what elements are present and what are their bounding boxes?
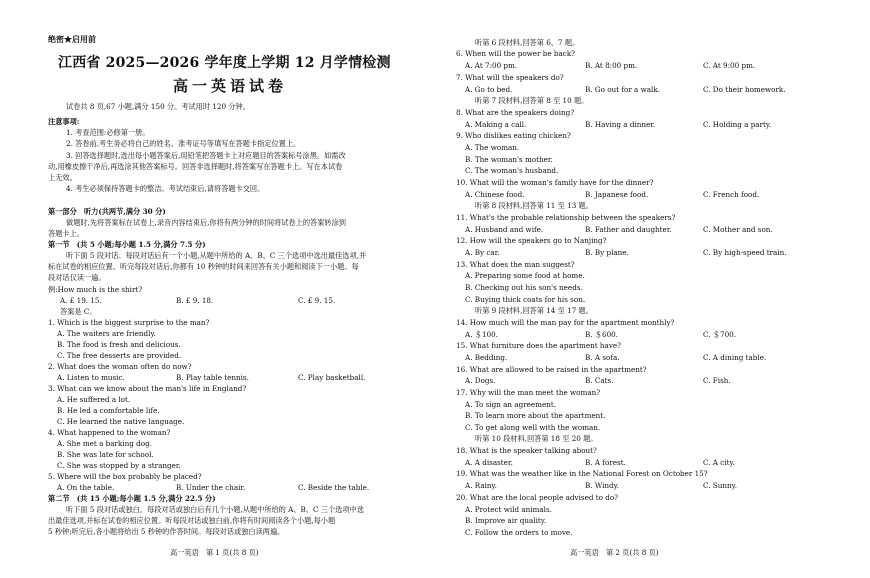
- section1-intro: 听下面 5 段对话。每段对话后有一个小题,从题中所给的 A、B、C 三个选项中选出最佳选项,并: [66, 251, 367, 260]
- option: B. He led a comfortable life.: [57, 406, 160, 415]
- option: C. French food.: [703, 190, 760, 199]
- note-line: 上无效。: [48, 173, 77, 182]
- option: C. Fish.: [703, 376, 731, 385]
- exam-meta: 试卷共 8 页,67 小题,满分 150 分。考试用时 120 分钟。: [66, 102, 250, 111]
- part1-intro: 做题时,先将答案标在试卷上,录音内容结束后,你将有两分钟的时间将试卷上的答案转涂到: [66, 218, 346, 227]
- option: B. The woman's mother.: [465, 155, 553, 164]
- dialogue-heading: 听第 7 段材料,回答第 8 至 10 题。: [475, 96, 589, 105]
- section1-heading: 第一节 (共 5 小题;每小题 1.5 分,满分 7.5 分): [48, 240, 206, 249]
- option: A. Preparing some food at home.: [465, 271, 585, 280]
- question: 7. What will the speakers do?: [456, 73, 564, 82]
- option: B. £ 9. 18.: [176, 296, 214, 305]
- question: 1. Which is the biggest surprise to the man?: [48, 318, 210, 327]
- option: B. A sofa.: [585, 353, 620, 362]
- option: C. By high-speed train.: [703, 248, 787, 257]
- option: B. Go out for a walk.: [585, 85, 660, 94]
- option: B. Improve air quality.: [465, 516, 547, 525]
- exam-page-2: [435, 0, 870, 578]
- question: 6. When will the power be back?: [456, 49, 576, 58]
- option: C. The woman's husband.: [465, 166, 559, 175]
- option: A. Making a call.: [465, 120, 527, 129]
- option: A. By car.: [465, 248, 500, 257]
- option: B. By plane.: [585, 248, 629, 257]
- section2-intro: 听下面 5 段对话或独白。每段对话或独白后有几个小题,从题中所给的 A、B、C 三个选项中选: [66, 505, 364, 514]
- option: B. Father and daughter.: [585, 225, 672, 234]
- option: A. Bedding.: [465, 353, 508, 362]
- option: C. Buying thick coats for his son.: [465, 295, 586, 304]
- option: A. Rainy.: [465, 481, 497, 490]
- option: A. Protect wild animals.: [465, 505, 552, 514]
- page-footer: 高一英语 第 2 页(共 8 页): [570, 548, 659, 557]
- exam-subtitle: 高一英语试卷: [173, 77, 288, 95]
- dialogue-heading: 听第 6 段材料,回答第 6、7 题。: [475, 38, 580, 47]
- section2-heading: 第二节 (共 15 小题;每小题 1.5 分,满分 22.5 分): [48, 494, 216, 503]
- option: C. A city.: [703, 458, 735, 467]
- question: 16. What are allowed to be raised in the apartment?: [456, 365, 647, 374]
- option: A. Listen to music.: [57, 373, 125, 382]
- dialogue-heading: 听第 10 段材料,回答第 18 至 20 题。: [475, 434, 598, 443]
- option: C. ＄700.: [703, 330, 737, 339]
- question: 12. How will the speakers go to Nanjing?: [456, 236, 607, 245]
- option: A. To sign an agreement.: [465, 400, 557, 409]
- option: C. Holding a party.: [703, 120, 772, 129]
- option: C. Play basketball.: [298, 373, 366, 382]
- example-question: 例:How much is the shirt?: [48, 285, 143, 294]
- note-line: 动,用橡皮擦干净后,再选涂其他答案标号。回答非选择题时,将答案写在答题卡上。写在本试卷: [48, 162, 343, 171]
- option: B. Cats.: [585, 376, 614, 385]
- question: 18. What is the speaker talking about?: [456, 446, 597, 455]
- question: 9. Who dislikes eating chicken?: [456, 131, 571, 140]
- option: C. Beside the table.: [298, 483, 370, 492]
- option: A. At 7:00 pm.: [465, 61, 518, 70]
- option: A. ＄100.: [465, 330, 498, 339]
- exam-title: 江西省 2025—2026 学年度上学期 12 月学情检测: [58, 55, 391, 71]
- question: 15. What furniture does the apartment have?: [456, 341, 621, 350]
- question: 10. What will the woman's family have for the dinner?: [456, 178, 654, 187]
- section1-intro: 段对话仅读一遍。: [48, 273, 106, 282]
- option: C. The free desserts are provided.: [57, 351, 182, 360]
- option: A. She met a barking dog.: [57, 439, 152, 448]
- option: C. To get along well with the woman.: [465, 423, 601, 432]
- question: 19. What was the weather like in the National Forest on October 15?: [456, 469, 708, 478]
- option: C. Do their homework.: [703, 85, 786, 94]
- option: C. Follow the orders to move.: [465, 528, 573, 537]
- option: A. On the table.: [57, 483, 115, 492]
- page-footer: 高一英语 第 1 页(共 8 页): [170, 548, 259, 557]
- notes-heading: 注意事项:: [48, 117, 80, 126]
- option: A. The waiters are friendly.: [57, 329, 156, 338]
- question: 4. What happened to the woman?: [48, 428, 171, 437]
- section2-intro: 5 秒钟;听完后,各小题将给出 5 秒钟的作答时间。每段对话或独白读两遍。: [48, 527, 285, 536]
- question: 13. What does the man suggest?: [456, 260, 575, 269]
- note-line: 1. 考查范围:必修第一册。: [66, 128, 150, 137]
- section1-intro: 标在试卷的相应位置。听完每段对话后,你都有 10 秒钟的时间来回答有关小题和阅读下一小题。每: [48, 262, 359, 271]
- option: B. At 8:00 pm.: [585, 61, 638, 70]
- note-line: 3. 回答选择题时,选出每小题答案后,用铅笔把答题卡上对应题目的答案标号涂黑。如需改: [66, 151, 346, 160]
- question: 11. What's the probable relationship between the speakers?: [456, 213, 676, 222]
- option: C. A dining table.: [703, 353, 767, 362]
- part1-heading: 第一部分 听力(共两节,满分 30 分): [48, 207, 166, 216]
- option: A. Husband and wife.: [465, 225, 544, 234]
- option: B. Under the chair.: [176, 483, 246, 492]
- option: C. Sunny.: [703, 481, 738, 490]
- option: A. The woman.: [465, 143, 520, 152]
- option: C. He learned the native language.: [57, 417, 185, 426]
- option: B. A forest.: [585, 458, 626, 467]
- option: A. Go to bed.: [465, 85, 513, 94]
- question: 5. Where will the box probably be placed?: [48, 472, 202, 481]
- option: C. £ 9. 15.: [298, 296, 336, 305]
- question: 17. Why will the man meet the woman?: [456, 388, 601, 397]
- option: B. Play table tennis.: [176, 373, 249, 382]
- question: 2. What does the woman often do now?: [48, 362, 192, 371]
- secret-label: 绝密★启用前: [48, 34, 96, 44]
- option: A. £ 19. 15.: [60, 296, 102, 305]
- dialogue-heading: 听第 9 段材料,回答第 14 至 17 题。: [475, 306, 593, 315]
- option: C. She was stopped by a stranger.: [57, 461, 181, 470]
- option: B. The food is fresh and delicious.: [57, 340, 181, 349]
- example-answer: 答案是 C。: [60, 307, 97, 316]
- option: C. Mother and son.: [703, 225, 773, 234]
- option: A. He suffered a lot.: [57, 395, 131, 404]
- note-line: 4. 考生必须保持答题卡的整洁。考试结束后,请将答题卡交回。: [66, 184, 265, 193]
- option: C. At 9:00 pm.: [703, 61, 756, 70]
- option: A. Chinese food.: [465, 190, 525, 199]
- note-line: 2. 答卷前,考生务必将自己的姓名、准考证号等填写在答题卡指定位置上。: [66, 139, 301, 148]
- option: B. She was late for school.: [57, 450, 154, 459]
- question: 8. What are the speakers doing?: [456, 108, 575, 117]
- question: 20. What are the local people advised to do?: [456, 493, 618, 502]
- option: A. A disaster.: [465, 458, 513, 467]
- option: B. ＄600.: [585, 330, 619, 339]
- option: A. Dogs.: [465, 376, 496, 385]
- option: B. Windy.: [585, 481, 620, 490]
- dialogue-heading: 听第 8 段材料,回答第 11 至 13 题。: [475, 201, 593, 210]
- option: B. Checking out his son's needs.: [465, 283, 583, 292]
- question: 3. What can we know about the man's life in England?: [48, 384, 247, 393]
- option: B. Having a dinner.: [585, 120, 656, 129]
- section2-intro: 出最佳选项,并标在试卷的相应位置。听每段对话或独白前,你将有时间阅读各个小题,每小题: [48, 516, 336, 525]
- option: B. Japanese food.: [585, 190, 649, 199]
- question: 14. How much will the man pay for the apartment monthly?: [456, 318, 675, 327]
- part1-intro: 答题卡上。: [48, 229, 84, 238]
- option: B. To learn more about the apartment.: [465, 411, 606, 420]
